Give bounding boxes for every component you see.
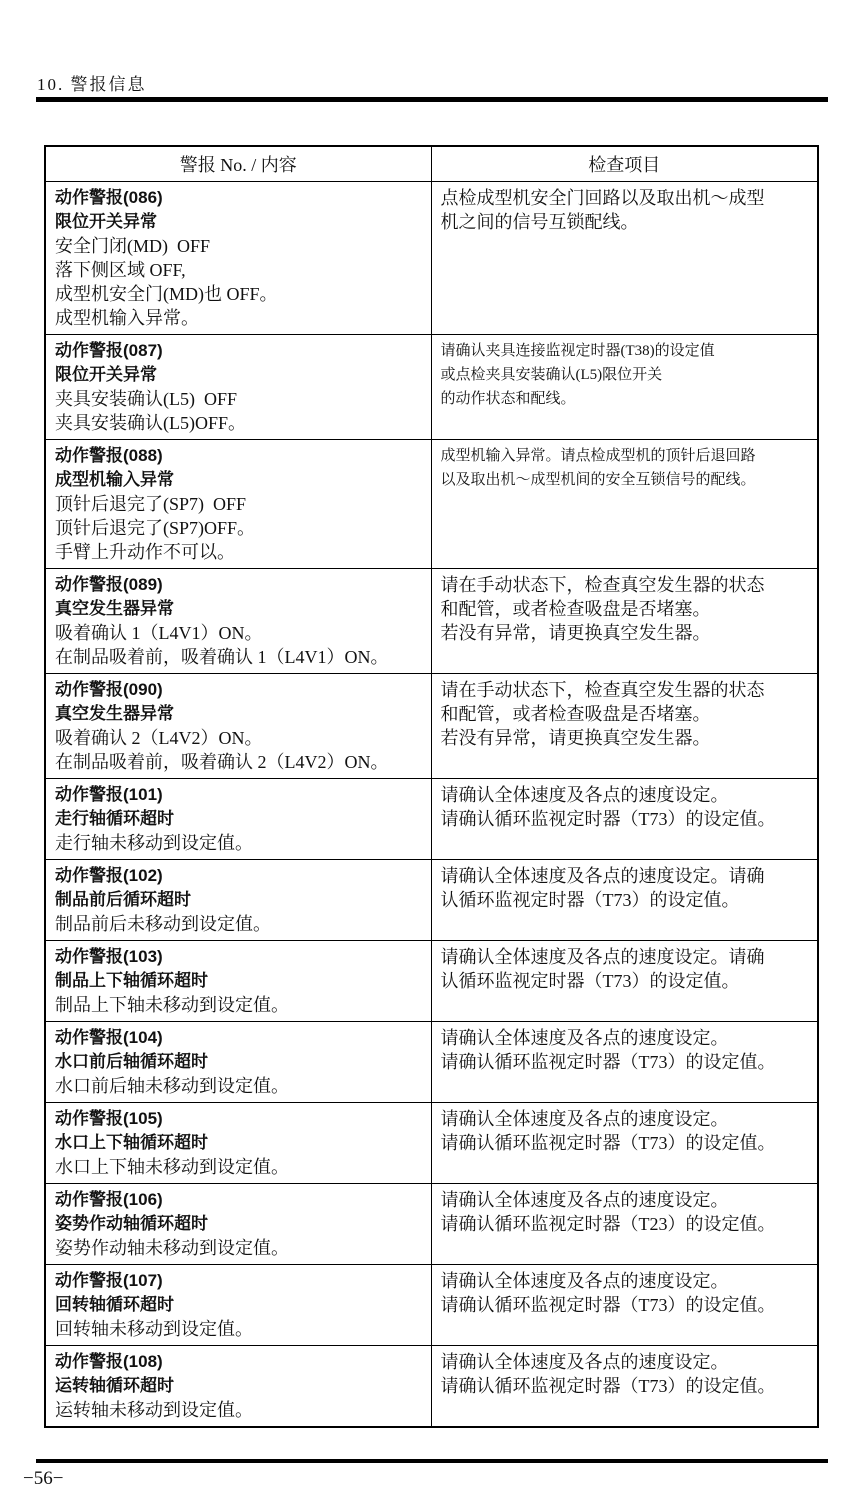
alarm-detail-line: 夹具安装确认(L5) OFF (55, 389, 238, 409)
check-line: 机之间的信号互锁配线。 (440, 212, 639, 232)
alarm-row (45, 674, 818, 779)
alarm-row (45, 440, 818, 569)
alarm-detail-line: 运转轴未移动到设定值。 (55, 1400, 253, 1420)
check-line: 请确认循环监视定时器（T23）的设定值。 (440, 1214, 776, 1234)
alarm-title-line: 限位开关异常 (55, 365, 157, 384)
alarm-row (45, 335, 818, 440)
check-line: 请确认全体速度及各点的速度设定。 (440, 1271, 729, 1291)
alarm-title-line: 动作警报(087) (55, 341, 163, 360)
check-line: 请确认全体速度及各点的速度设定。 (440, 1352, 729, 1372)
check-cell (431, 1184, 818, 1265)
alarm-title-line: 动作警报(106) (55, 1190, 163, 1209)
alarm-title-line: 水口前后轴循环超时 (55, 1052, 208, 1071)
alarm-detail-line: 制品前后未移动到设定值。 (55, 914, 271, 934)
check-line: 请确认夹具连接监视定时器(T38)的设定值 (440, 343, 715, 359)
check-line: 请确认全体速度及各点的速度设定。请确 (440, 947, 765, 967)
alarm-cell (45, 440, 431, 569)
alarm-title-line: 真空发生器异常 (55, 704, 174, 723)
alarm-cell (45, 779, 431, 860)
check-cell (431, 1103, 818, 1184)
alarm-title-line: 动作警报(108) (55, 1352, 163, 1371)
check-cell (431, 1265, 818, 1346)
alarm-title-line: 水口上下轴循环超时 (55, 1133, 208, 1152)
alarm-title-line: 动作警报(088) (55, 446, 163, 465)
page-number: −56− (23, 1468, 64, 1489)
alarm-row (45, 1265, 818, 1346)
check-line: 请确认循环监视定时器（T73）的设定值。 (440, 1376, 776, 1396)
check-line: 请确认全体速度及各点的速度设定。 (440, 785, 729, 805)
check-line: 以及取出机～成型机间的安全互锁信号的配线。 (440, 472, 756, 488)
alarm-title-line: 制品前后循环超时 (55, 890, 191, 909)
check-cell (431, 674, 818, 779)
check-line: 请确认循环监视定时器（T73）的设定值。 (440, 1295, 776, 1315)
alarm-row (45, 182, 818, 335)
alarm-title-line: 动作警报(107) (55, 1271, 163, 1290)
check-line: 成型机输入异常。请点检成型机的顶针后退回路 (440, 448, 756, 464)
alarm-detail-line: 在制品吸着前，吸着确认 1（L4V1）ON。 (55, 647, 389, 667)
alarm-row (45, 1103, 818, 1184)
alarm-title-line: 成型机输入异常 (55, 470, 174, 489)
check-cell (431, 1022, 818, 1103)
check-cell (431, 1346, 818, 1428)
alarm-table (44, 145, 819, 1428)
alarm-detail-line: 手臂上升动作不可以。 (55, 542, 235, 562)
check-line: 和配管，或者检查吸盘是否堵塞。 (440, 599, 711, 619)
alarm-title-line: 动作警报(102) (55, 866, 163, 885)
alarm-cell (45, 182, 431, 335)
check-line: 请确认循环监视定时器（T73）的设定值。 (440, 1052, 776, 1072)
check-cell (431, 182, 818, 335)
alarm-detail-line: 水口前后轴未移动到设定值。 (55, 1076, 289, 1096)
alarm-detail-line: 吸着确认 2（L4V2）ON。 (55, 728, 263, 748)
check-cell (431, 569, 818, 674)
check-cell (431, 335, 818, 440)
alarm-row (45, 1184, 818, 1265)
alarm-title-line: 动作警报(090) (55, 680, 163, 699)
alarm-title-line: 动作警报(086) (55, 188, 163, 207)
check-line: 请确认全体速度及各点的速度设定。 (440, 1190, 729, 1210)
alarm-row (45, 1346, 818, 1428)
alarm-detail-line: 回转轴未移动到设定值。 (55, 1319, 253, 1339)
alarm-cell (45, 941, 431, 1022)
alarm-detail-line: 落下侧区域 OFF, (55, 260, 186, 280)
check-line: 认循环监视定时器（T73）的设定值。 (440, 890, 740, 910)
alarm-row (45, 1022, 818, 1103)
check-line: 请确认循环监视定时器（T73）的设定值。 (440, 809, 776, 829)
check-line: 若没有异常，请更换真空发生器。 (440, 623, 711, 643)
alarm-detail-line: 水口上下轴未移动到设定值。 (55, 1157, 289, 1177)
alarm-title-line: 回转轴循环超时 (55, 1295, 174, 1314)
alarm-cell (45, 674, 431, 779)
check-line: 请确认循环监视定时器（T73）的设定值。 (440, 1133, 776, 1153)
check-line: 请确认全体速度及各点的速度设定。 (440, 1109, 729, 1129)
alarm-title-line: 走行轴循环超时 (55, 809, 174, 828)
alarm-cell (45, 335, 431, 440)
check-cell (431, 779, 818, 860)
alarm-title-line: 动作警报(104) (55, 1028, 163, 1047)
alarm-detail-line: 制品上下轴未移动到设定值。 (55, 995, 289, 1015)
alarm-row (45, 860, 818, 941)
alarm-table-body (45, 182, 818, 1428)
col-header-alarm: 警报 No. / 内容 (45, 146, 431, 182)
alarm-cell (45, 1022, 431, 1103)
alarm-cell (45, 569, 431, 674)
col-header-check: 检查项目 (431, 146, 818, 182)
alarm-detail-line: 顶针后退完了(SP7) OFF (55, 494, 247, 514)
check-line: 请确认全体速度及各点的速度设定。 (440, 1028, 729, 1048)
alarm-title-line: 运转轴循环超时 (55, 1376, 174, 1395)
alarm-cell (45, 1265, 431, 1346)
alarm-title-line: 制品上下轴循环超时 (55, 971, 208, 990)
alarm-cell (45, 1103, 431, 1184)
section-title: 10. 警报信息 (37, 75, 147, 94)
check-line: 请在手动状态下，检查真空发生器的状态 (440, 680, 765, 700)
check-line: 和配管，或者检查吸盘是否堵塞。 (440, 704, 711, 724)
alarm-detail-line: 吸着确认 1（L4V1）ON。 (55, 623, 263, 643)
alarm-row (45, 569, 818, 674)
alarm-title-line: 动作警报(089) (55, 575, 163, 594)
alarm-cell (45, 1346, 431, 1428)
alarm-detail-line: 顶针后退完了(SP7)OFF。 (55, 518, 256, 538)
alarm-title-line: 动作警报(101) (55, 785, 163, 804)
alarm-row (45, 941, 818, 1022)
alarm-detail-line: 姿势作动轴未移动到设定值。 (55, 1238, 289, 1258)
alarm-cell (45, 1184, 431, 1265)
alarm-title-line: 动作警报(105) (55, 1109, 163, 1128)
check-line: 的动作状态和配线。 (440, 391, 576, 407)
alarm-detail-line: 夹具安装确认(L5)OFF。 (55, 413, 247, 433)
check-line: 请确认全体速度及各点的速度设定。请确 (440, 866, 765, 886)
alarm-title-line: 限位开关异常 (55, 212, 157, 231)
alarm-title-line: 动作警报(103) (55, 947, 163, 966)
table-header-row (45, 146, 818, 182)
check-line: 或点检夹具安装确认(L5)限位开关 (440, 367, 663, 383)
alarm-cell (45, 860, 431, 941)
footer-rule (36, 1459, 828, 1463)
alarm-detail-line: 在制品吸着前，吸着确认 2（L4V2）ON。 (55, 752, 389, 772)
check-cell (431, 860, 818, 941)
alarm-detail-line: 走行轴未移动到设定值。 (55, 833, 253, 853)
check-line: 请在手动状态下，检查真空发生器的状态 (440, 575, 765, 595)
alarm-detail-line: 成型机安全门(MD)也 OFF。 (55, 284, 278, 304)
alarm-row (45, 779, 818, 860)
header-rule (36, 97, 828, 102)
alarm-title-line: 姿势作动轴循环超时 (55, 1214, 208, 1233)
alarm-title-line: 真空发生器异常 (55, 599, 174, 618)
check-cell (431, 440, 818, 569)
alarm-detail-line: 安全门闭(MD) OFF (55, 236, 211, 256)
check-line: 点检成型机安全门回路以及取出机～成型 (440, 188, 765, 208)
alarm-detail-line: 成型机输入异常。 (55, 308, 199, 328)
check-cell (431, 941, 818, 1022)
check-line: 认循环监视定时器（T73）的设定值。 (440, 971, 740, 991)
check-line: 若没有异常，请更换真空发生器。 (440, 728, 711, 748)
